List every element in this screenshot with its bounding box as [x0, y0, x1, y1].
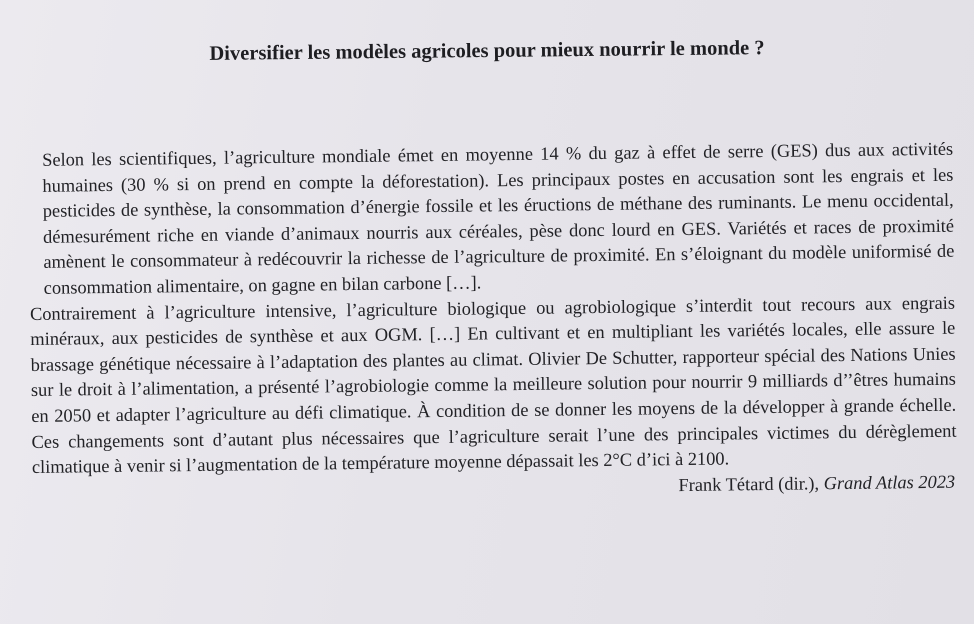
document-body [28, 137, 957, 507]
source-author: Frank Tétard (dir.), [678, 473, 824, 495]
paragraph-2: Contrairement à l’agriculture intensive, l’agriculture biologique ou agrobiologique s’interdit tout recours aux engrais minéraux, aux pesticides de synthèse et aux OGM. […] En cultivant et en multipliant les variétés locales, elle assure le brassage génétique nécessaire à l’adaptation des plantes au climat. Olivier De Schutter, rapporteur spécial des Nations Unies sur le droit à l’alimentation, a présenté l’agrobiologie comme la meilleure solution pour nourrir 9 milliards d’’êtres humains en 2050 et adapter l’agriculture au défi climatique. À condition de se donner les moyens de la développer à grande échelle. Ces changements sont d’autant plus nécessaires que l’agriculture serait l’une des principales victimes du dérèglement climatique à venir si l’augmentation de la température moyenne dépassait les 2°C d’ici à 2100. [29, 292, 957, 478]
document-title: Diversifier les modèles agricoles pour mieux nourrir le monde ? [209, 37, 765, 65]
source-work: Grand Atlas 2023 [823, 471, 956, 494]
paragraph-1: Selon les scientifiques, l’agriculture mondiale émet en moyenne 14 % du gaz à effet de serre (GES) dus aux activités humaines (30 % si on prend en compte la déforestation). Les principaux postes en accusation sont les engrais et les pesticides de synthèse, la consommation d’énergie fossile et les éructions de méthane des ruminants. Le menu occidental, démesurément riche en viande d’animaux nourris aux céréales, pèse donc lourd en GES. Variétés et races de proximité amènent le consommateur à redécouvrir la richesse de l’agriculture de proximité. En s’éloignant du modèle uniformisé de consommation alimentaire, on gagne en bilan carbone […]. [42, 138, 955, 298]
